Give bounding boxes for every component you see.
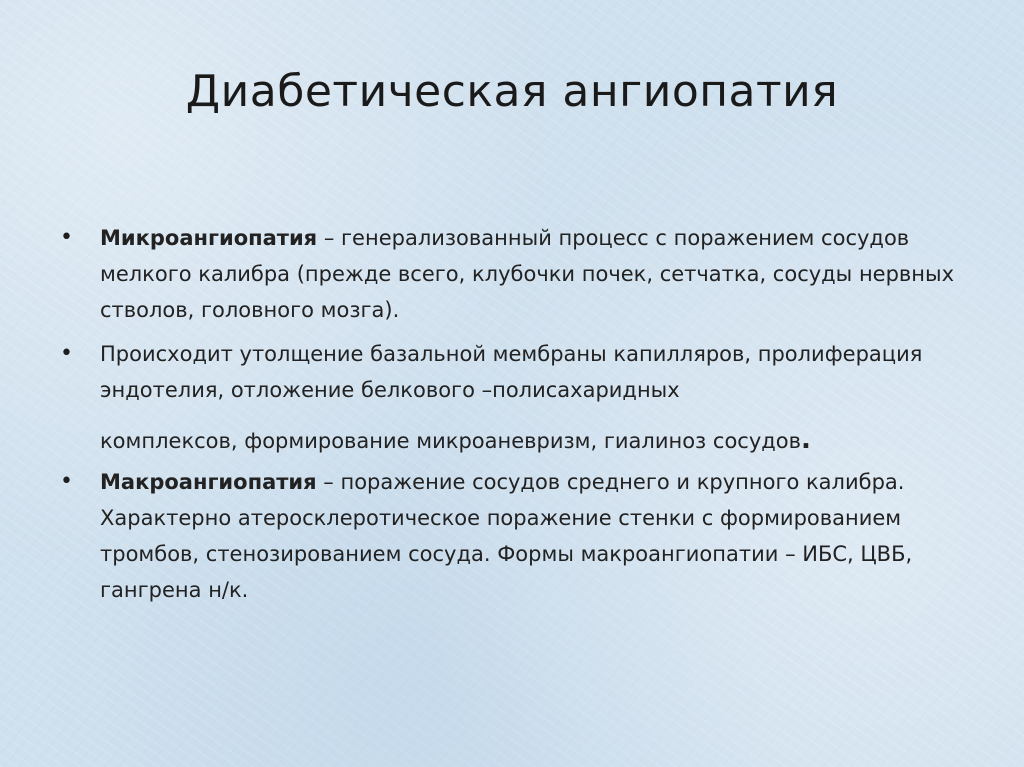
bullet-description: – поражение сосудов среднего и крупного калибра. Характерно атеросклеротическое поражение стенки с формированием тромбов, стенозированием сосуда. Формы макроангиопатии – ИБС, ЦВБ, гангрена н/к. [100, 470, 913, 602]
bullet-list [60, 220, 990, 608]
bullet-line-2-wrap [100, 422, 811, 459]
bullet-item-process [60, 336, 990, 464]
bullet-lead-term: Микроангиопатия [100, 226, 318, 250]
bullet-description: – генерализованный процесс с поражением сосудов мелкого калибра (прежде всего, клубочки почек, сетчатка, сосуды нервных стволов, головного мозга). [100, 226, 955, 322]
bullet-text [100, 220, 990, 328]
bullet-text [100, 464, 990, 608]
bullet-icon: • [60, 225, 73, 250]
bullet-text [100, 336, 990, 459]
bullet-icon: • [60, 341, 73, 366]
bullet-lead-term: Макроангиопатия [100, 470, 317, 494]
bullet-line-2: комплексов, формирование микроаневризм, гиалиноз сосудов [100, 429, 802, 453]
bullet-period: . [801, 425, 811, 455]
bullet-item-microangiopathy [60, 220, 990, 336]
bullet-line-1: Происходит утолщение базальной мембраны капилляров, пролиферация эндотелия, отложение белкового –полисахаридных [100, 342, 923, 402]
slide-title: Диабетическая ангиопатия [185, 66, 839, 117]
bullet-icon: • [60, 469, 73, 494]
bullet-item-macroangiopathy [60, 464, 990, 608]
